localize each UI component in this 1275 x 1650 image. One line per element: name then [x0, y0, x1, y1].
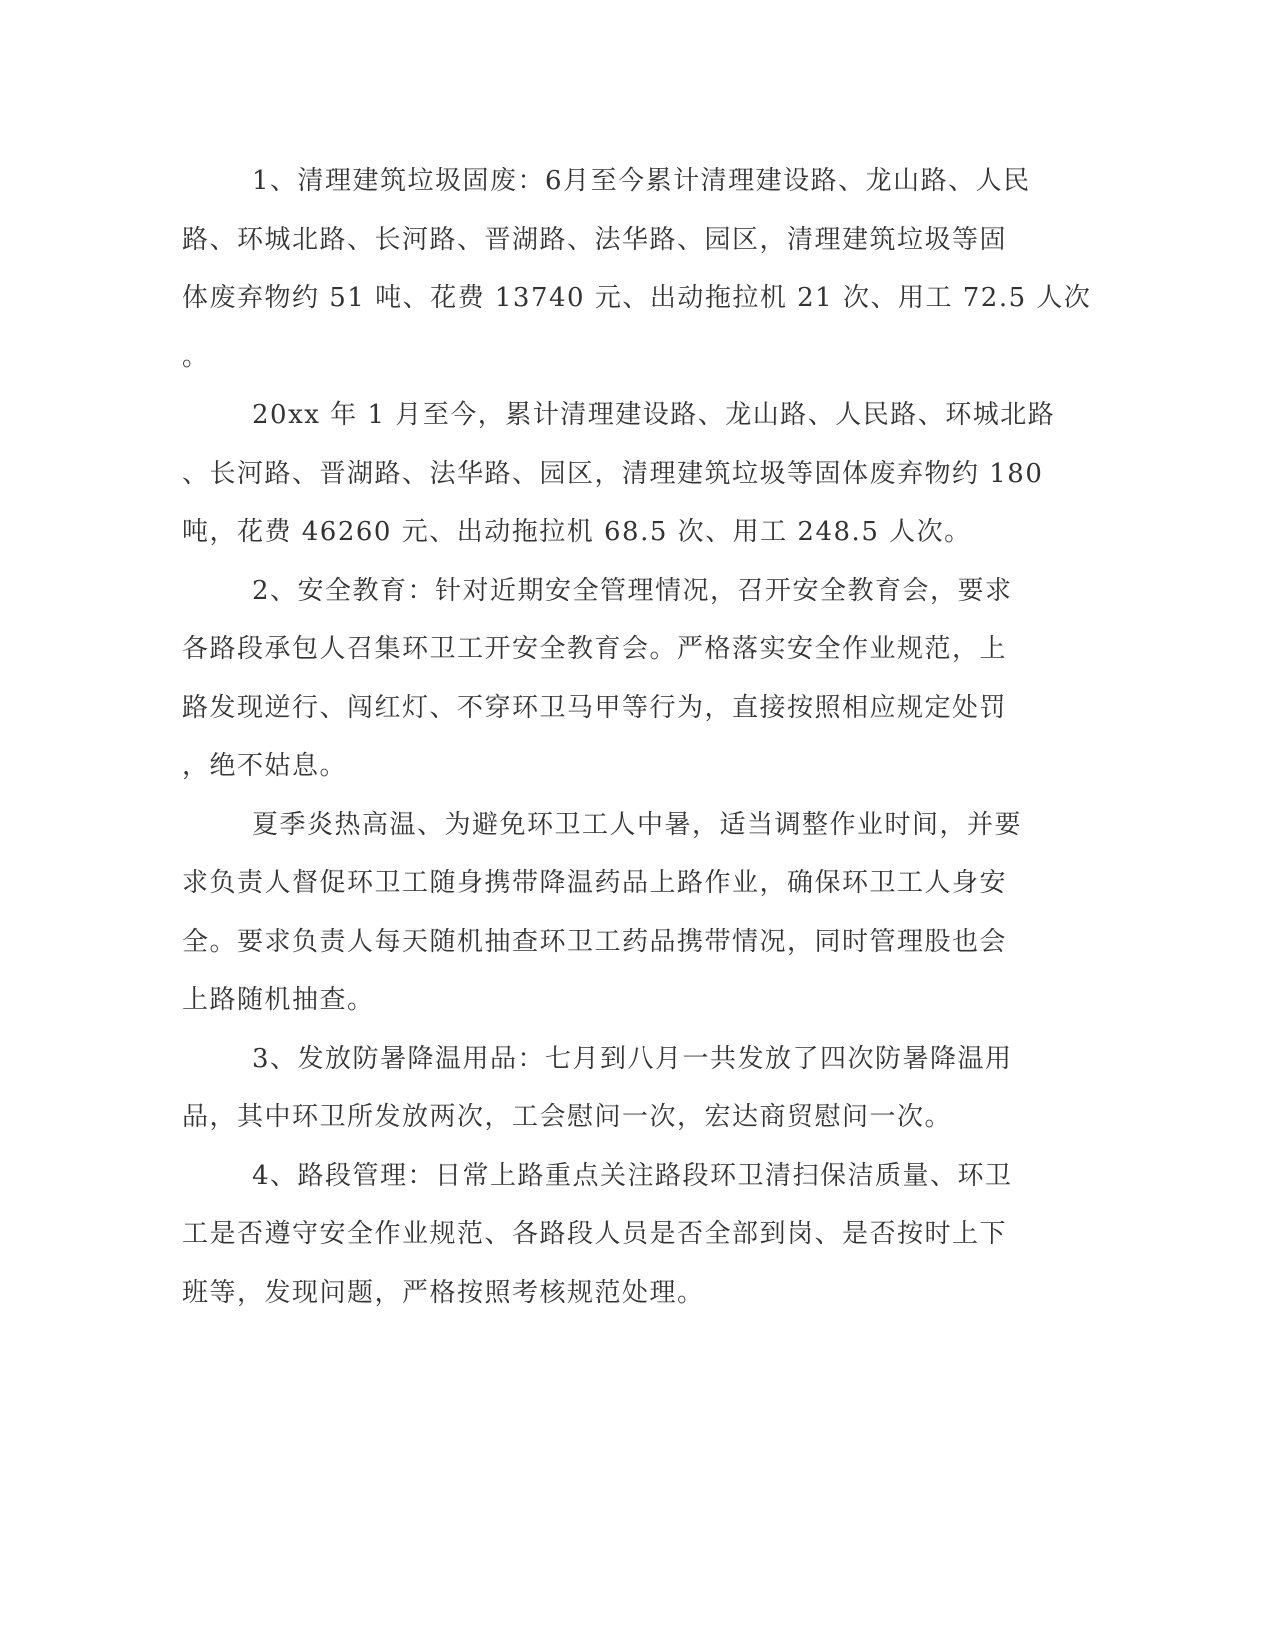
text-line: ，绝不姑息。: [182, 751, 348, 781]
text-line: 工是否遵守安全作业规范、各路段人员是否全部到岗、是否按时上下: [182, 1219, 1008, 1249]
text-line: 。: [182, 341, 210, 372]
text-line: 全。要求负责人每天随机抽查环卫工药品携带情况，同时管理股也会: [182, 926, 1008, 957]
text-line: 路发现逆行、闯红灯、不穿环卫马甲等行为，直接按照相应规定处罚: [182, 692, 1008, 723]
text-line: 、长河路、晋湖路、法华路、园区，清理建筑垃圾等固体废弃物约 180: [182, 458, 1044, 489]
text-line: 1、清理建筑垃圾固废：6月至今累计清理建设路、龙山路、人民: [252, 166, 1031, 196]
text-line: 夏季炎热高温、为避免环卫工人中暑，适当调整作业时间，并要: [252, 809, 1023, 840]
text-line: 3、发放防暑降温用品：七月到八月一共发放了四次防暑降温用: [252, 1043, 1013, 1074]
text-line: 品，其中环卫所发放两次，工会慰问一次，宏达商贸慰问一次。: [182, 1102, 953, 1132]
text-line: 上路随机抽查。: [182, 985, 375, 1015]
text-line: 路、环城北路、长河路、晋湖路、法华路、园区，清理建筑垃圾等固: [182, 224, 1008, 255]
text-line: 20xx 年 1 月至今，累计清理建设路、龙山路、人民路、环城北路: [252, 400, 1056, 430]
paragraph-yearly-summary: [182, 386, 1062, 562]
paragraph-summer-heat: [182, 796, 1062, 1030]
text-line: 班等，发现问题，严格按照考核规范处理。: [182, 1277, 705, 1308]
text-line: 求负责人督促环卫工随身携带降温药品上路作业，确保环卫工人身安: [182, 868, 1008, 898]
text-line: 4、路段管理：日常上路重点关注路段环卫清扫保洁质量、环卫: [252, 1160, 1013, 1191]
paragraph-safety-education: [182, 562, 1062, 796]
paragraph-construction-waste: [182, 152, 1092, 386]
text-line: 吨，花费 46260 元、出动拖拉机 68.5 次、用工 248.5 人次。: [182, 517, 972, 547]
paragraph-cooling-supplies: [182, 1030, 1062, 1147]
text-line: 各路段承包人召集环卫工开安全教育会。严格落实安全作业规范，上: [182, 634, 1008, 664]
document-body: [182, 152, 1092, 1322]
text-line: 2、安全教育：针对近期安全管理情况，召开安全教育会，要求: [252, 575, 1013, 606]
text-line: 体废弃物约 51 吨、花费 13740 元、出动拖拉机 21 次、用工 72.5 人次: [182, 283, 1092, 313]
paragraph-road-management: [182, 1147, 1062, 1323]
